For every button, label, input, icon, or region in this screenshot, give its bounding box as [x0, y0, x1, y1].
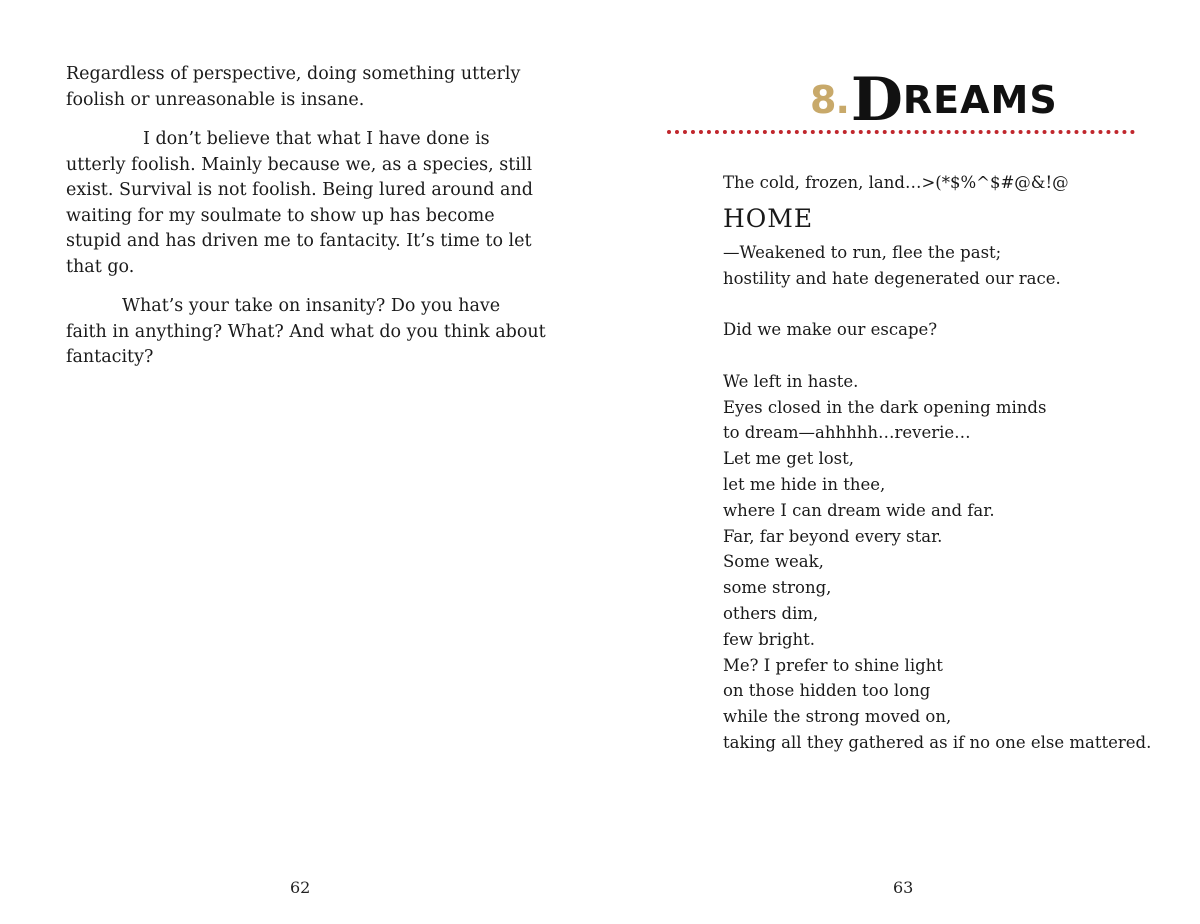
left-page-text: [66, 62, 546, 385]
poem-line: —Weakened to run, flee the past;: [723, 242, 1002, 262]
poem-line: Eyes closed in the dark opening minds: [723, 397, 1047, 417]
poem-line: Some weak,: [723, 552, 824, 572]
paragraph: Regardless of perspective, doing something utterly foolish or unreasonable is insane.: [66, 64, 521, 110]
poem-line: others dim,: [723, 603, 819, 623]
paragraph: I don’t believe that what I have done is utterly foolish. Mainly because we, as a species, still exist. Survival is not foolish. Being lured around and waiting for my soulmate to show up has become stupid and has driven me to fantacity. It’s time to let that go.: [66, 129, 533, 277]
poem-line: We left in haste.: [723, 371, 859, 391]
stanza-break: [723, 291, 1193, 317]
page-number: 63: [893, 878, 914, 897]
poem-line: Me? I prefer to shine light: [723, 655, 943, 675]
dotted-divider: [667, 130, 1135, 134]
chapter-number: 8.: [810, 78, 849, 122]
poem-line: few bright.: [723, 629, 816, 649]
poem-line: hostility and hate degenerated our race.: [723, 268, 1061, 288]
poem-line: to dream—ahhhhh…reverie…: [723, 423, 971, 443]
poem-line: Let me get lost,: [723, 449, 855, 469]
poem: [723, 170, 1193, 756]
poem-line: on those hidden too long: [723, 681, 931, 701]
chapter-drop-letter: D: [850, 65, 903, 135]
poem-line: taking all they gathered as if no one else mattered.: [723, 732, 1152, 752]
poem-home-heading: HOME: [723, 203, 814, 233]
poem-question: Did we make our escape?: [723, 320, 938, 340]
poem-opening-line: The cold, frozen, land…>(*$%^$#@&!@: [723, 173, 1069, 192]
chapter-title: [810, 65, 1058, 135]
poem-line: Far, far beyond every star.: [723, 526, 943, 546]
page-number: 62: [290, 878, 311, 897]
poem-line: while the strong moved on,: [723, 707, 952, 727]
paragraph: What’s your take on insanity? Do you have faith in anything? What? And what do you think about fantacity?: [66, 296, 546, 367]
right-page: [600, 0, 1200, 924]
stanza-break: [723, 343, 1193, 369]
chapter-title-rest: REAMS: [902, 78, 1058, 122]
poem-line: some strong,: [723, 578, 832, 598]
poem-line: where I can dream wide and far.: [723, 500, 995, 520]
poem-line: let me hide in thee,: [723, 474, 886, 494]
